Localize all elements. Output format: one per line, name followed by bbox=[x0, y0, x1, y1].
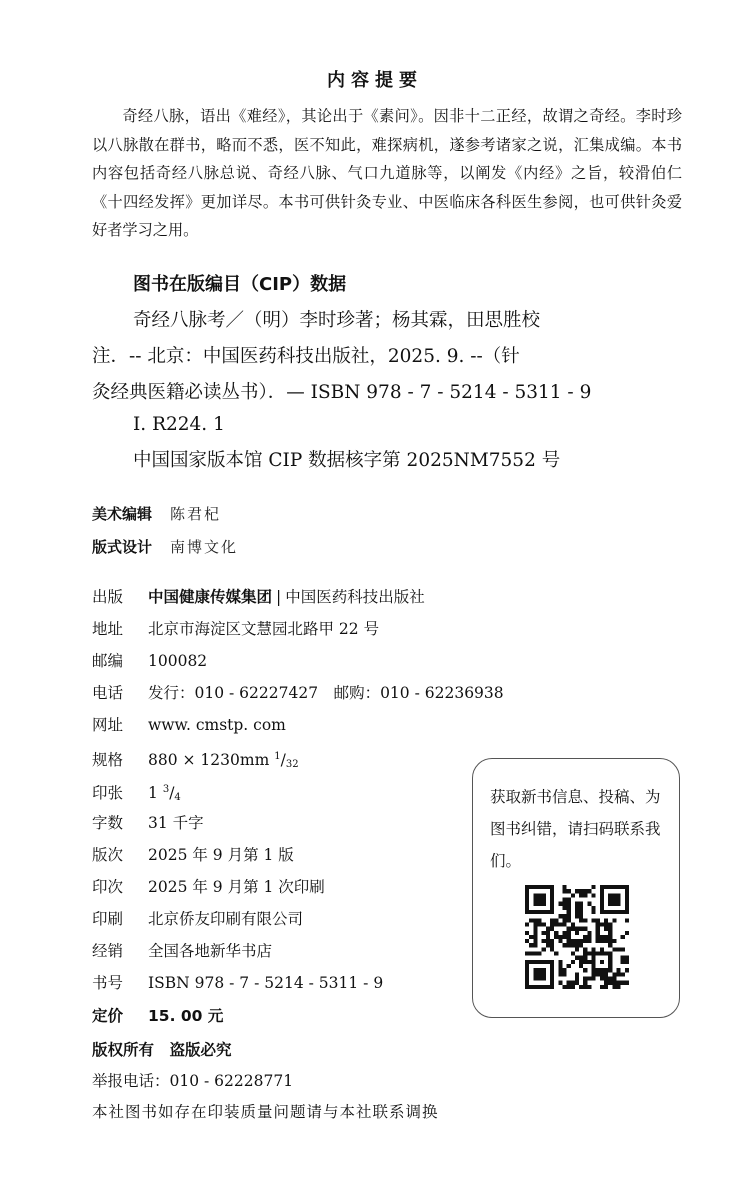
credit-row-layout-design bbox=[92, 536, 238, 557]
info-label: 邮编 bbox=[92, 652, 124, 670]
info-row-edition bbox=[92, 843, 294, 867]
info-label: 出版 bbox=[92, 588, 124, 606]
publisher-press: 中国医药科技出版社 bbox=[285, 588, 425, 606]
info-row-website bbox=[92, 713, 286, 737]
cip-line: 奇经八脉考／（明）李时珍著；杨其霖，田思胜校 bbox=[133, 310, 541, 331]
publisher-separator: | bbox=[276, 588, 282, 606]
info-value: 全国各地新华书店 bbox=[148, 942, 273, 960]
info-value: 北京侨友印刷有限公司 bbox=[148, 910, 304, 928]
info-row-printing bbox=[92, 875, 325, 899]
cip-line: 灸经典医籍必读丛书）．— ISBN 978 - 7 - 5214 - 5311 - 9 bbox=[92, 382, 592, 403]
info-value: 31 千字 bbox=[148, 814, 204, 832]
qr-caption: 获取新书信息、投稿、为图书纠错，请扫码联系我们。 bbox=[490, 788, 661, 870]
summary-text: 奇经八脉，语出《难经》，其论出于《素问》。因非十二正经，故谓之奇经。李时珍以八脉散在群书，略而不悉，医不知此，难探病机，遂参考诸家之说，汇集成编。本书内容包括奇经八脉总说、奇经八脉、气口九道脉等，以阐发《内经》之旨，较滑伯仁《十四经发挥》更加详尽。本书可供针灸专业、中医临床各科医生参阅，也可供针灸爱好者学习之用。 bbox=[92, 107, 682, 239]
fraction-denominator: 4 bbox=[174, 792, 181, 803]
info-row-format: 规格 880 × 1230mm $^1/_{32}$ bbox=[92, 745, 299, 769]
info-value: www. cmstp. com bbox=[148, 716, 286, 734]
info-label: 定价 bbox=[92, 1007, 124, 1025]
cip-line: Ⅰ. R224. 1 bbox=[133, 414, 225, 435]
cip-heading: 图书在版编目（CIP）数据 bbox=[133, 274, 347, 295]
info-label: 印刷 bbox=[92, 910, 124, 928]
info-row-isbn bbox=[92, 971, 383, 995]
cip-line: 注．-- 北京：中国医药科技出版社，2025. 9. --（针 bbox=[92, 346, 520, 367]
fraction-numerator: 3 bbox=[162, 784, 170, 795]
info-row-publisher bbox=[92, 585, 425, 609]
cip-line: 中国国家版本馆 CIP 数据核字第 2025NM7552 号 bbox=[133, 450, 561, 471]
credit-value: 陈君杞 bbox=[170, 505, 222, 523]
fraction-denominator: 32 bbox=[285, 759, 299, 770]
publisher-group: 中国健康传媒集团 bbox=[148, 588, 273, 606]
info-value: 880 × 1230mm bbox=[148, 751, 270, 769]
info-label: 网址 bbox=[92, 716, 124, 734]
info-row-phone bbox=[92, 681, 504, 705]
qr-contact-box bbox=[472, 758, 680, 1018]
info-value: 2025 年 9 月第 1 版 bbox=[148, 846, 294, 864]
info-row-price bbox=[92, 1004, 223, 1028]
info-label: 地址 bbox=[92, 620, 124, 638]
fraction-numerator: 1 bbox=[274, 751, 281, 762]
info-label: 版次 bbox=[92, 846, 124, 864]
info-label: 字数 bbox=[92, 814, 124, 832]
info-row-address bbox=[92, 617, 379, 641]
info-value: 1 bbox=[148, 784, 158, 802]
info-value: 100082 bbox=[148, 652, 208, 670]
info-label: 经销 bbox=[92, 942, 124, 960]
info-row-words bbox=[92, 811, 204, 835]
summary-title: 内容提要 bbox=[327, 70, 423, 91]
info-label: 印张 bbox=[92, 784, 124, 802]
info-value: 发行：010 - 62227427 邮购：010 - 62236938 bbox=[148, 684, 504, 702]
info-value: 15. 00 元 bbox=[148, 1007, 224, 1025]
credit-value: 南博文化 bbox=[170, 538, 239, 556]
credit-label: 版式设计 bbox=[92, 538, 153, 556]
report-phone: 举报电话：010 - 62228771 bbox=[92, 1072, 294, 1090]
info-value: ISBN 978 - 7 - 5214 - 5311 - 9 bbox=[148, 974, 384, 992]
info-row-distributor bbox=[92, 939, 272, 963]
info-label: 规格 bbox=[92, 751, 124, 769]
info-label: 电话 bbox=[92, 684, 124, 702]
qr-code-icon[interactable] bbox=[525, 885, 629, 989]
credit-label: 美术编辑 bbox=[92, 505, 153, 523]
info-value: 2025 年 9 月第 1 次印刷 bbox=[148, 878, 325, 896]
rights-notice: 版权所有 盗版必究 bbox=[92, 1041, 232, 1059]
quality-notice: 本社图书如存在印装质量问题请与本社联系调换 bbox=[92, 1103, 439, 1121]
info-row-postcode bbox=[92, 649, 207, 673]
info-row-sheets: 印张 1 $^3/_4$ bbox=[92, 778, 181, 802]
info-label: 印次 bbox=[92, 878, 124, 896]
info-value: 北京市海淀区文慧园北路甲 22 号 bbox=[148, 620, 380, 638]
info-label: 书号 bbox=[92, 974, 124, 992]
info-row-printer bbox=[92, 907, 303, 931]
credit-row-art-editor bbox=[92, 503, 221, 524]
